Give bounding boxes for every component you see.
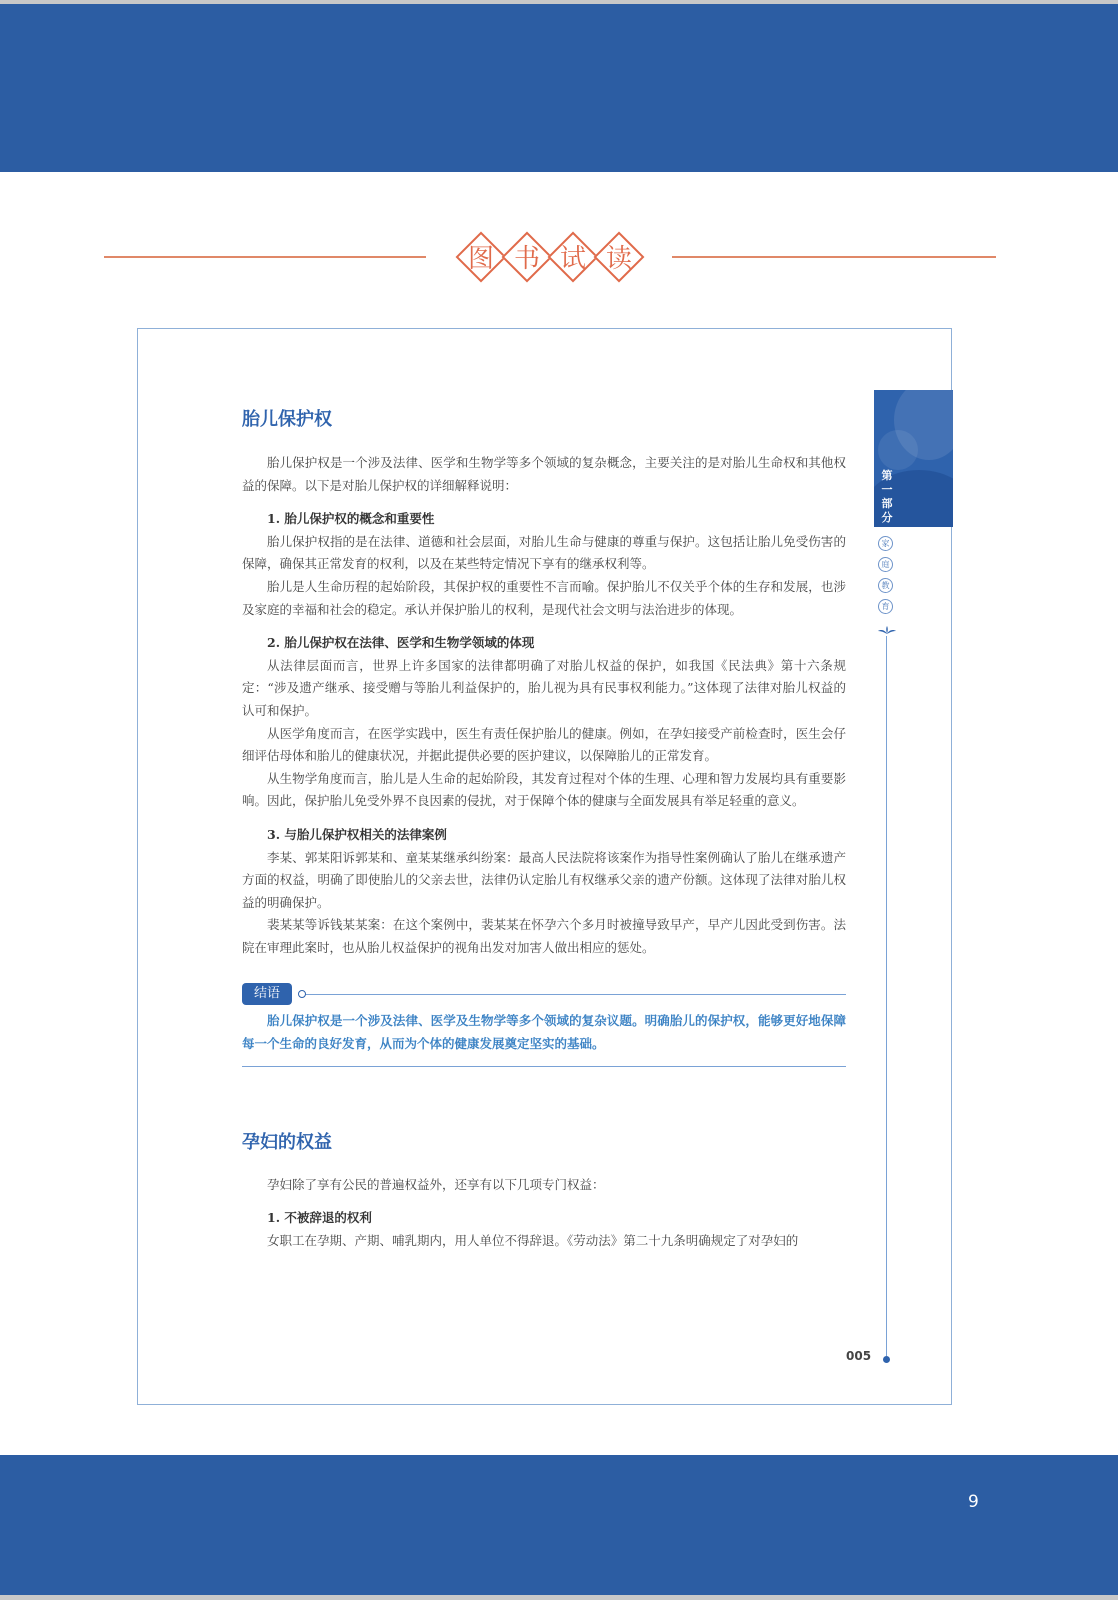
paragraph: 从生物学角度而言，胎儿是人生命的起始阶段，其发育过程对个体的生理、心理和智力发展均具有重要影响。因此，保护胎儿免受外界不良因素的侵扰，对于保障个体的健康与全面发展具有举足轻重的意义。: [242, 770, 846, 809]
top-banner: [0, 4, 1118, 172]
subheading: 2. 胎儿保护权在法律、医学和生物学领域的体现: [267, 635, 535, 651]
summary-box: [242, 983, 846, 1066]
folio-number: 005: [846, 1349, 872, 1363]
page-content: [242, 408, 846, 1252]
section-char: 教: [878, 578, 893, 593]
part-label: 第一部分: [881, 469, 893, 524]
section-char: 育: [878, 599, 893, 614]
paragraph: 胎儿保护权是一个涉及法律、医学和生物学等多个领域的复杂概念，主要关注的是对胎儿生命权和其他权益的保障。以下是对胎儿保护权的详细解释说明：: [242, 455, 846, 493]
section-title: 胎儿保护权: [242, 409, 332, 430]
margin-rule-dot: [883, 1356, 890, 1363]
subheading: 3. 与胎儿保护权相关的法律案例: [267, 826, 447, 842]
header-char-3: 试: [544, 228, 602, 286]
paragraph: 从医学角度而言，在医学实践中，医生有责任保护胎儿的健康。例如，在孕妇接受产前检查时，医生会仔细评估母体和胎儿的健康状况，并据此提供必要的医护建议，以保障胎儿的正常发育。: [242, 725, 846, 764]
header-char-4: 读: [590, 228, 648, 286]
summary-bottom-rule: [242, 1066, 846, 1067]
section-char: 庭: [878, 557, 893, 572]
bottom-banner: [0, 1455, 1118, 1595]
summary-rule: [304, 994, 846, 995]
margin-rule: [886, 636, 887, 1356]
paragraph: 李某、郭某阳诉郭某和、童某某继承纠纷案：最高人民法院将该案作为指导性案例确认了胎儿在继承遗产方面的权益，明确了即使胎儿的父亲去世，法律仍认定胎儿有权继承父亲的遗产份额。这体现了法律对胎儿权益的明确保护。: [242, 849, 846, 910]
flower-ornament-icon: [877, 625, 897, 635]
bottom-edge: [0, 1595, 1118, 1600]
paragraph: 从法律层面而言，世界上许多国家的法律都明确了对胎儿权益的保护，如我国《民法典》第十六条规定：“涉及遗产继承、接受赠与等胎儿利益保护的，胎儿视为具有民事权利能力。”这体现了法律对胎儿权益的认可和保护。: [242, 657, 846, 718]
section-char: 家: [878, 536, 893, 551]
header-title: [452, 228, 648, 286]
header-char-1: 图: [452, 228, 510, 286]
section-label: [878, 536, 896, 620]
subheading: 1. 不被辞退的权利: [267, 1210, 372, 1226]
summary-rule-circle: [298, 990, 306, 998]
summary-badge: 结语: [242, 983, 292, 1005]
paragraph: 裴某某等诉钱某某案：在这个案例中，裴某某在怀孕六个多月时被撞导致早产，早产儿因此受到伤害。法院在审理此案时，也从胎儿权益保护的视角出发对加害人做出相应的惩处。: [242, 917, 846, 955]
paragraph: 女职工在孕期、产期、哺乳期内，用人单位不得辞退。《劳动法》第二十九条明确规定了对孕妇的: [267, 1232, 799, 1248]
header-rule-left: [104, 256, 426, 258]
header-char-2: 书: [498, 228, 556, 286]
paragraph: 胎儿是人生命历程的起始阶段，其保护权的重要性不言而喻。保护胎儿不仅关乎个体的生存和发展，也涉及家庭的幸福和社会的稳定。承认并保护胎儿的权利，是现代社会文明与法治进步的体现。: [242, 578, 846, 617]
summary-text: 胎儿保护权是一个涉及法律、医学及生物学等多个领域的复杂议题。明确胎儿的保护权，能够更好地保障每一个生命的良好发育，从而为个体的健康发展奠定坚实的基础。: [242, 1013, 846, 1052]
header-rule-right: [672, 256, 996, 258]
page-number: 9: [968, 1492, 979, 1512]
section-title: 孕妇的权益: [242, 1131, 332, 1153]
paragraph: 胎儿保护权指的是在法律、道德和社会层面，对胎儿生命与健康的尊重与保护。这包括让胎儿免受伤害的保障，确保其正常发育的权利，以及在某些特定情况下享有的继承权利等。: [242, 533, 846, 572]
paragraph: 孕妇除了享有公民的普遍权益外，还享有以下几项专门权益：: [267, 1176, 605, 1192]
subheading: 1. 胎儿保护权的概念和重要性: [267, 511, 435, 527]
